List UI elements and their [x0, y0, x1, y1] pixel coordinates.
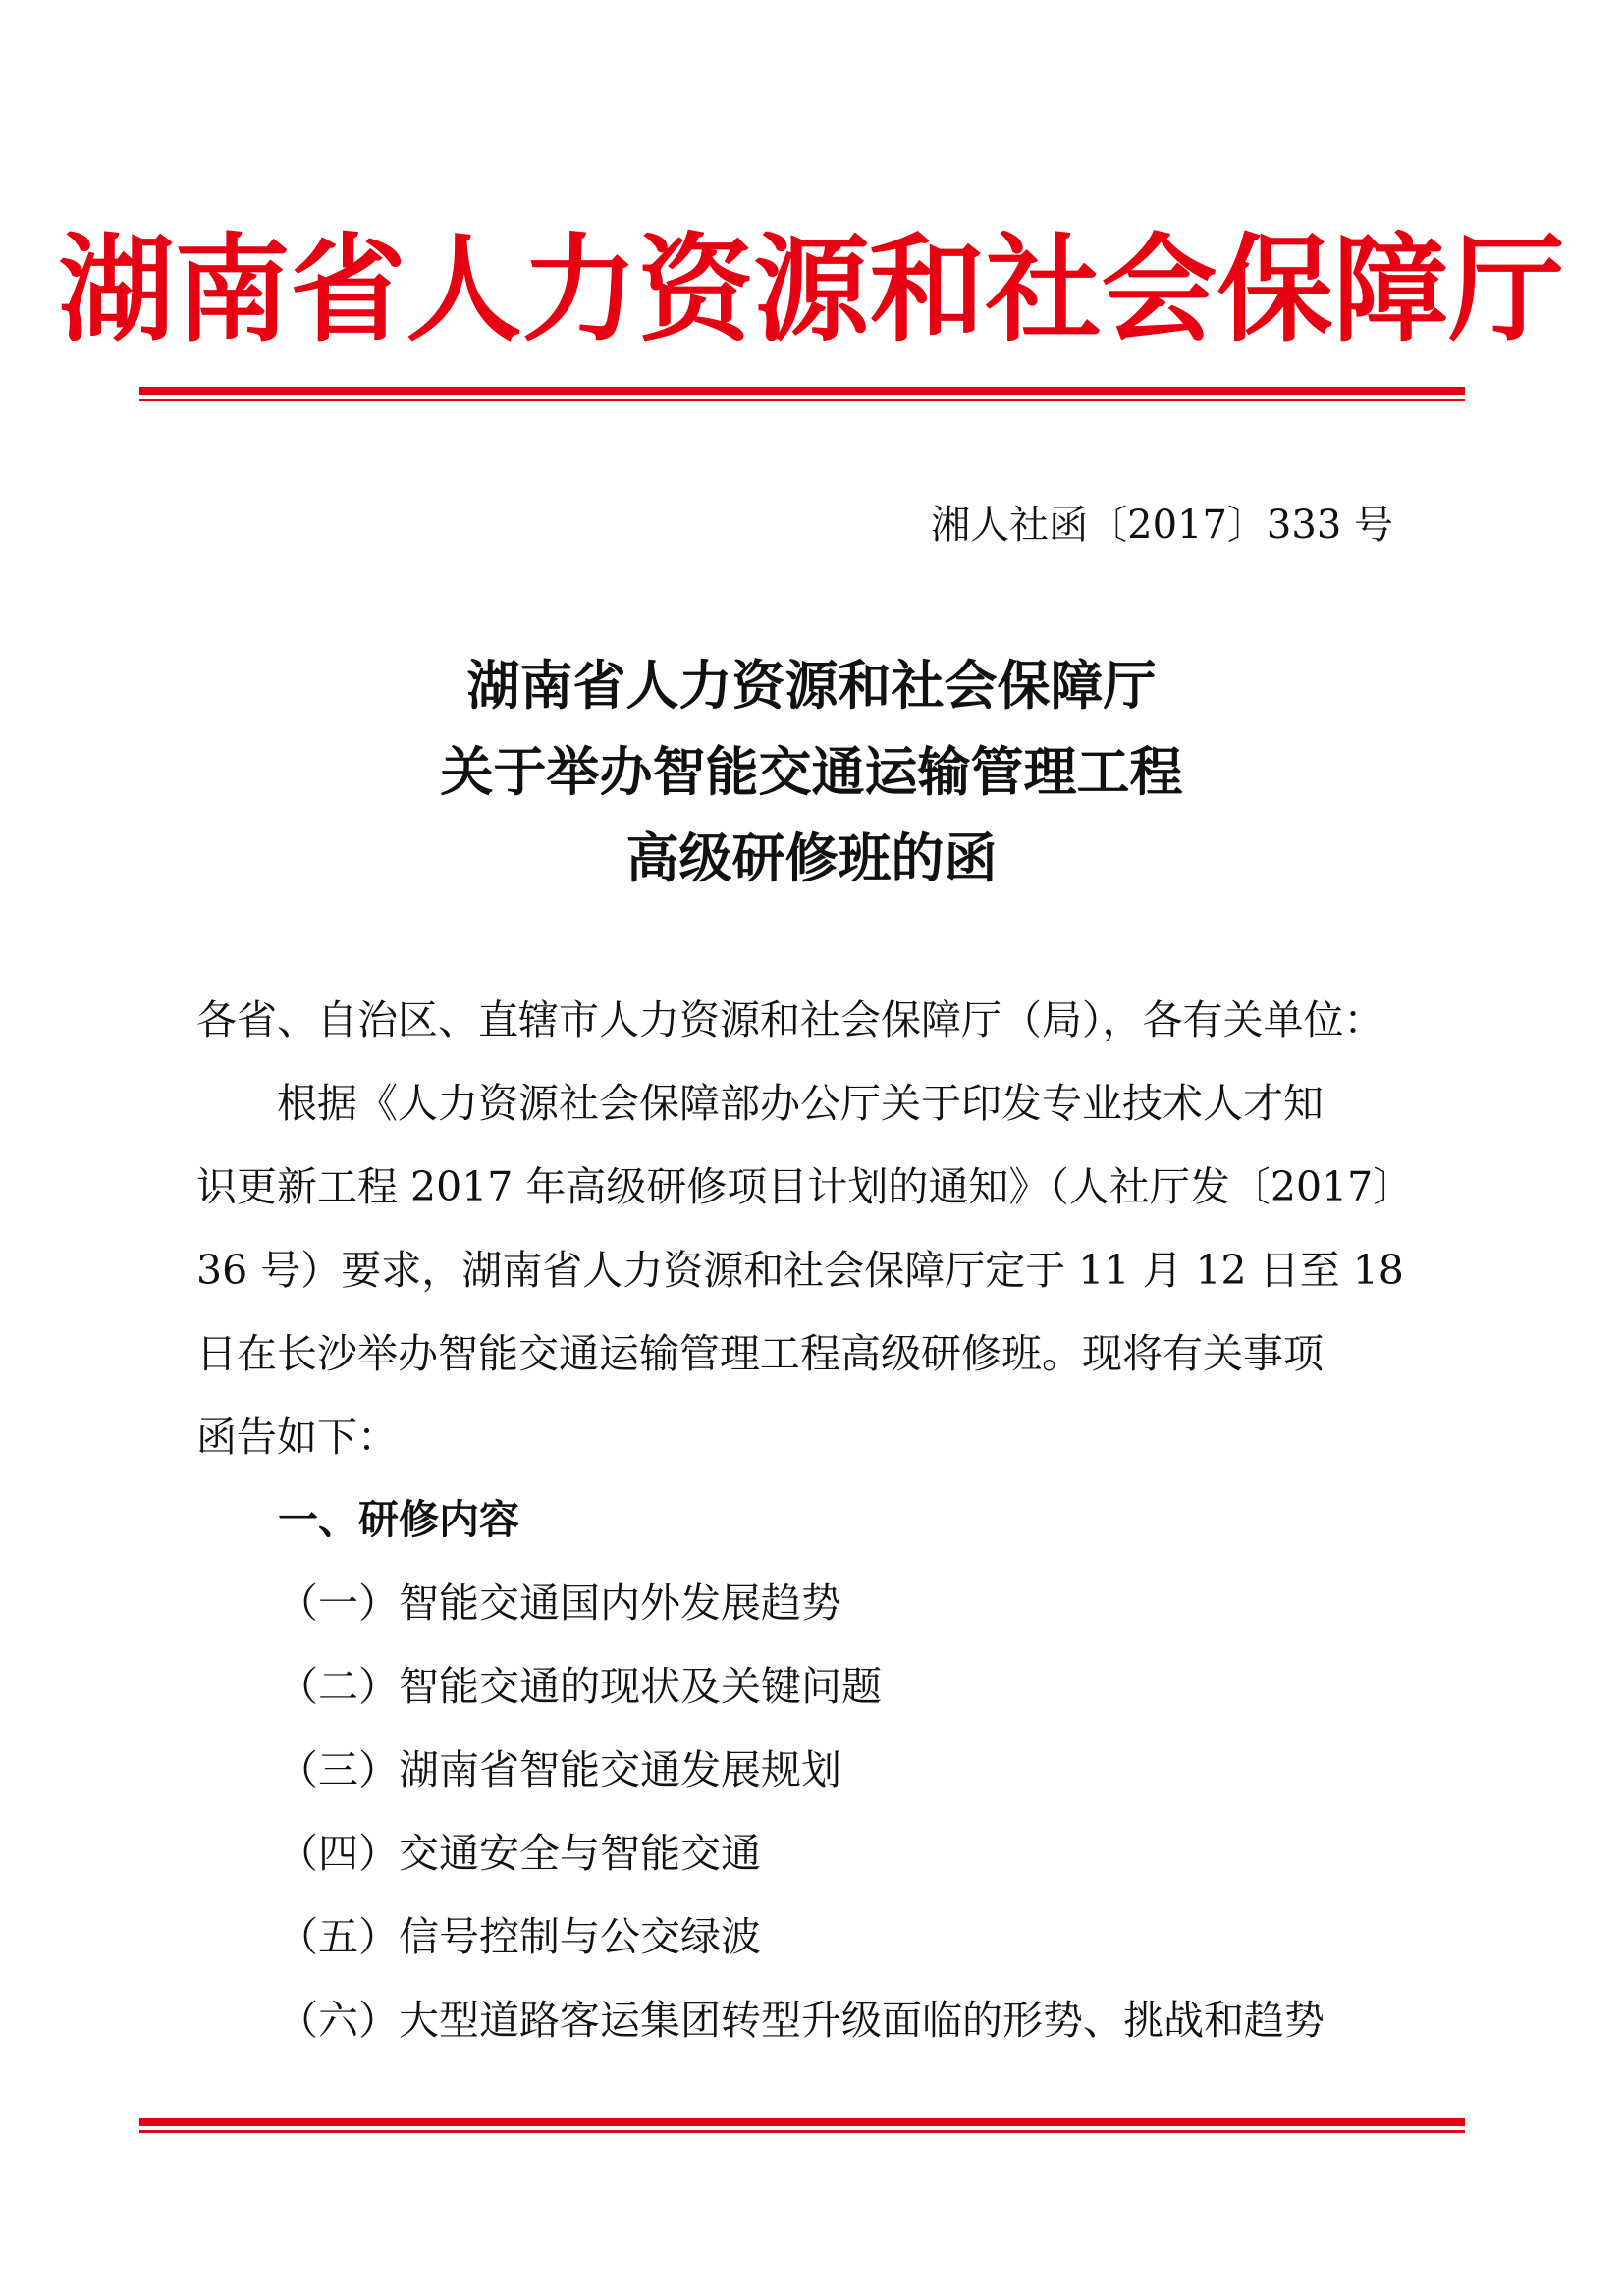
header-red-rule	[139, 387, 1465, 401]
addressee: 各省、自治区、直辖市人力资源和社会保障厅（局），各有关单位：	[196, 996, 1384, 1043]
list-item: （四）交通安全与智能交通	[278, 1830, 761, 1877]
list-item: （五）信号控制与公交绿波	[278, 1913, 761, 1960]
footer-rule-thin-line	[139, 2130, 1465, 2133]
paragraph-line: 日在长沙举办智能交通运输管理工程高级研修班。现将有关事项	[196, 1330, 1324, 1377]
paragraph-line: 识更新工程 2017 年高级研修项目计划的通知》（人社厅发〔2017〕	[196, 1163, 1414, 1210]
list-item: （三）湖南省智能交通发展规划	[278, 1746, 841, 1793]
list-item: （二）智能交通的现状及关键问题	[278, 1663, 882, 1710]
footer-red-rule	[139, 2118, 1465, 2133]
list-item: （六）大型道路客运集团转型升级面临的形势、挑战和趋势	[278, 1997, 1325, 2044]
footer-rule-thick-line	[139, 2118, 1465, 2126]
paragraph-line: 根据《人力资源社会保障部办公厅关于印发专业技术人才知	[277, 1080, 1324, 1127]
list-item: （一）智能交通国内外发展趋势	[278, 1579, 841, 1627]
paragraph-line: 36 号）要求，湖南省人力资源和社会保障厅定于 11 月 12 日至 18	[196, 1247, 1404, 1294]
paragraph-line: 函告如下：	[196, 1414, 398, 1461]
title-line-1: 湖南省人力资源和社会保障厅	[466, 655, 1157, 717]
header-rule-thin-line	[139, 399, 1465, 401]
organization-header: 湖南省人力资源和社会保障厅	[58, 222, 1565, 357]
document-number: 湘人社函〔2017〕333 号	[931, 503, 1393, 548]
section-heading: 一、研修内容	[278, 1496, 519, 1543]
title-line-2: 关于举办智能交通运输管理工程	[440, 741, 1183, 803]
document-title	[0, 643, 1623, 902]
title-line-3: 高级研修班的函	[625, 828, 998, 889]
header-rule-thick-line	[139, 387, 1465, 395]
intro-paragraph	[196, 1062, 1434, 1479]
topic-list	[278, 1562, 1456, 2062]
